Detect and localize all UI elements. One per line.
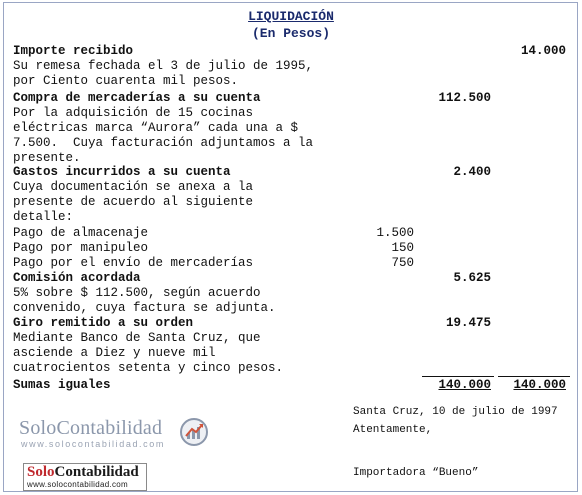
description-line: Su remesa fechada el 3 de julio de 1995,	[13, 59, 314, 73]
chart-arrow-icon	[179, 417, 209, 447]
section-heading-importe: Importe recibido	[13, 44, 134, 58]
small-logo-name: SoloContabilidad	[27, 464, 139, 480]
section-heading-sumas: Sumas iguales	[13, 378, 111, 392]
document-title: LIQUIDACIÓN	[248, 9, 334, 24]
expense-item-amount: 750	[391, 256, 414, 270]
total-credit: 140.000	[513, 378, 566, 392]
description-line: cuatrocientos setenta y cinco pesos.	[13, 361, 284, 375]
total-rule-credit	[498, 376, 570, 377]
expense-item-amount: 1.500	[376, 226, 414, 240]
description-line: Cuya documentación se anexa a la	[13, 180, 254, 194]
description-line: Mediante Banco de Santa Cruz, que	[13, 331, 261, 345]
expense-item-label: Pago de almacenaje	[13, 226, 149, 240]
section-heading-compra: Compra de mercaderías a su cuenta	[13, 91, 261, 105]
amount-giro: 19.475	[445, 316, 491, 330]
expense-item-label: Pago por el envío de mercaderías	[13, 256, 254, 270]
place-date: Santa Cruz, 10 de julio de 1997	[353, 406, 558, 418]
logo-name: SoloContabilidad	[19, 417, 163, 439]
signature: Importadora “Bueno”	[353, 467, 479, 479]
small-logo	[23, 463, 147, 491]
description-line: por Ciento cuarenta mil pesos.	[13, 74, 239, 88]
description-line: presente.	[13, 151, 81, 165]
description-line: 7.500. Cuya facturación adjuntamos a la	[13, 136, 314, 150]
closing: Atentamente,	[353, 424, 433, 436]
expense-item-amount: 150	[391, 241, 414, 255]
description-line: convenido, cuya factura se adjunta.	[13, 301, 276, 315]
description-line: Por la adquisición de 15 cocinas	[13, 106, 254, 120]
watermark-logo	[19, 417, 229, 453]
total-rule-debit	[422, 376, 494, 377]
logo-url: www.solocontabilidad.com	[21, 439, 165, 449]
description-line: 5% sobre $ 112.500, según acuerdo	[13, 286, 261, 300]
description-line: eléctricas marca “Aurora” cada una a $	[13, 121, 299, 135]
document-subtitle: (En Pesos)	[251, 26, 330, 41]
expense-item-label: Pago por manipuleo	[13, 241, 149, 255]
section-heading-gastos: Gastos incurridos a su cuenta	[13, 165, 231, 179]
amount-comision: 5.625	[453, 271, 491, 285]
total-debit: 140.000	[438, 378, 491, 392]
description-line: asciende a Diez y nueve mil	[13, 346, 216, 360]
description-line: presente de acuerdo al siguiente	[13, 195, 254, 209]
section-heading-giro: Giro remitido a su orden	[13, 316, 194, 330]
amount-compra: 112.500	[438, 91, 491, 105]
section-heading-comision: Comisión acordada	[13, 271, 141, 285]
amount-importe: 14.000	[520, 44, 566, 58]
small-logo-url: www.solocontabilidad.com	[27, 480, 129, 489]
amount-gastos: 2.400	[453, 165, 491, 179]
description-line: detalle:	[13, 210, 74, 224]
